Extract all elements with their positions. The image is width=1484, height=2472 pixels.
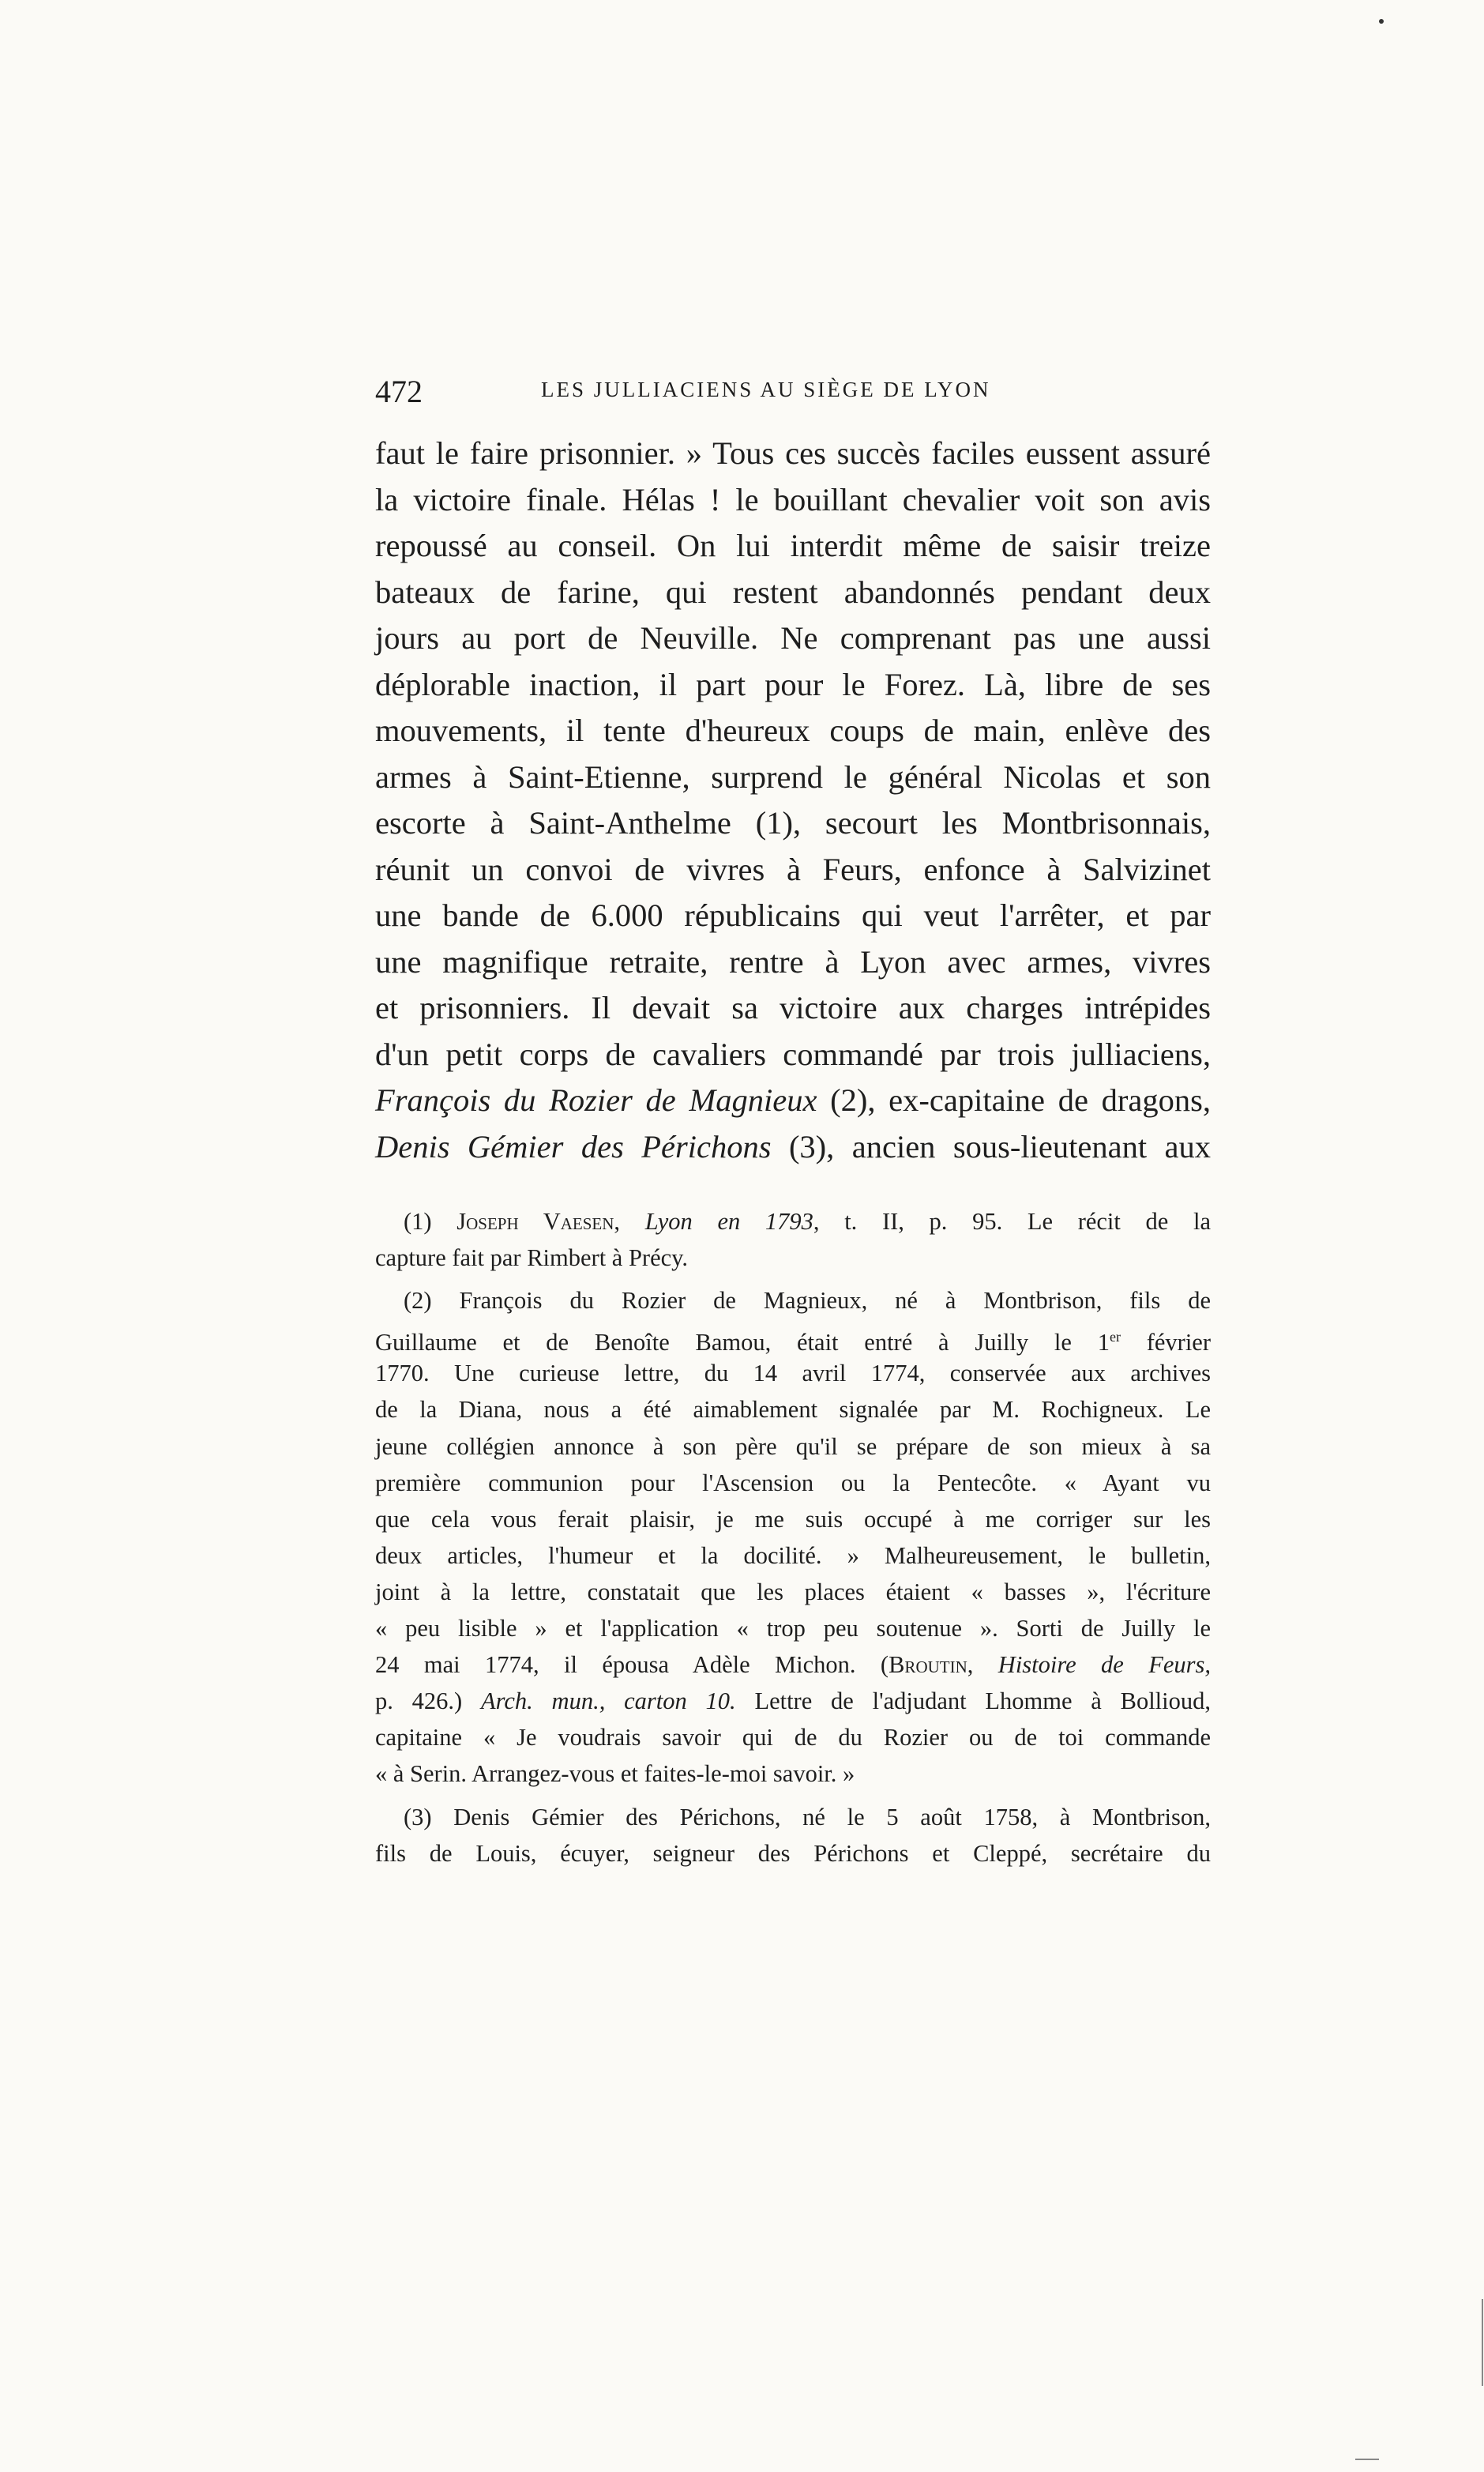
text-line: bateaux de farine, qui restent abandonnés pendant deux [375, 574, 1211, 610]
footnote-line: « peu lisible » et l'application « trop peu soutenue ». Sorti de Juilly le [375, 1615, 1211, 1642]
text-line: une bande de 6.000 républicains qui veut l'arrêter, et par [375, 897, 1211, 933]
text-segment: février [1120, 1329, 1211, 1356]
person-name: Denis Gémier des Périchons [375, 1128, 772, 1165]
footnote-line: capitaine « Je voudrais savoir qui de du Rozier ou de toi commande [375, 1724, 1211, 1751]
footnote-line [375, 1683, 1211, 1719]
scan-speck [1482, 2299, 1483, 2386]
main-text [375, 431, 1211, 1170]
text-segment: (2), ex-capitaine de dragons, [817, 1082, 1211, 1118]
text-line: déplorable inaction, il part pour le Forez. Là, libre de ses [375, 666, 1211, 702]
text-line [375, 1124, 1211, 1171]
text-segment: (3), ancien sous-lieutenant aux [771, 1128, 1211, 1165]
footnote-line [375, 1203, 1211, 1240]
text-line: repoussé au conseil. On lui interdit même de saisir treize [375, 528, 1211, 563]
footnote-line [375, 1646, 1211, 1683]
footnote-line: joint à la lettre, constatait que les places étaient « basses », l'écriture [375, 1578, 1211, 1605]
footnote-2 [375, 1282, 1211, 1792]
superscript: er [1109, 1329, 1121, 1345]
text-line: une magnifique retraite, rentre à Lyon avec armes, vivres [375, 943, 1211, 980]
footnote-line: deux articles, l'humeur et la docilité. » Malheureusement, le bulletin, [375, 1541, 1211, 1569]
book-title: Lyon en 1793 [644, 1208, 813, 1235]
text-segment: 24 mai 1774, il épousa Adèle Michon. ( [375, 1651, 889, 1679]
footnote-line: jeune collégien annonce à son père qu'il se prépare de son mieux à sa [375, 1432, 1211, 1460]
footnote-line: (3) Denis Gémier des Périchons, né le 5 août 1758, à Montbrison, [404, 1803, 1211, 1830]
text-line: la victoire finale. Hélas ! le bouillant chevalier voit son avis [375, 481, 1211, 517]
footnote-marker: (1) [404, 1208, 457, 1235]
text-segment: , [967, 1651, 998, 1679]
footnote-line: (2) François du Rozier de Magnieux, né à Montbrison, fils de [404, 1287, 1211, 1315]
footnote-line: que cela vous ferait plaisir, je me suis occupé à me corriger sur les [375, 1505, 1211, 1533]
text-line: et prisonniers. Il devait sa victoire aux charges intrépides [375, 990, 1211, 1025]
footnote-1 [375, 1203, 1211, 1276]
person-name: François du Rozier de Magnieux [375, 1082, 817, 1118]
text-line: jours au port de Neuville. Ne comprenant pas une aussi [375, 620, 1211, 656]
footnote-line: de la Diana, nous a été aimablement signalée par M. Rochigneux. Le [375, 1396, 1211, 1424]
footnotes [375, 1203, 1211, 1872]
text-line: mouvements, il tente d'heureux coups de main, enlève des [375, 713, 1211, 748]
author-name: Broutin [889, 1651, 967, 1679]
footnote-line: capture fait par Rimbert à Précy. [375, 1244, 689, 1272]
running-title: LES JULLIACIENS AU SIÈGE DE LYON [541, 378, 991, 401]
text-segment: Guillaume et de Benoîte Bamou, était entré à Juilly le 1 [375, 1329, 1110, 1356]
text-segment: , t. II, p. 95. Le récit de la [813, 1208, 1211, 1235]
text-line: armes à Saint-Etienne, surprend le général Nicolas et son [375, 758, 1211, 795]
footnote-line: « à Serin. Arrangez-vous et faites-le-moi savoir. » [375, 1760, 855, 1788]
footnote-line: 1770. Une curieuse lettre, du 14 avril 1774, conservée aux archives [375, 1360, 1211, 1387]
text-segment: p. 426.) [375, 1688, 481, 1715]
page-number: 472 [375, 374, 423, 409]
text-line: d'un petit corps de cavaliers commandé par trois julliaciens, [375, 1036, 1211, 1072]
running-header [375, 373, 1054, 412]
footnote-3 [375, 1799, 1211, 1872]
text-segment: Lettre de l'adjudant Lhomme à Bollioud, [735, 1688, 1211, 1715]
footnote-line [375, 1319, 1211, 1355]
text-line: réunit un convoi de vivres à Feurs, enfonce à Salvizinet [375, 851, 1211, 887]
text-line [375, 1078, 1211, 1124]
text-segment: , [614, 1208, 645, 1235]
archive-source: Arch. mun., carton 10. [480, 1688, 736, 1715]
text-line: faut le faire prisonnier. » Tous ces succès faciles eussent assuré [375, 435, 1211, 471]
scan-speck [1379, 19, 1384, 24]
text-line: escorte à Saint-Anthelme (1), secourt les Montbrisonnais, [375, 805, 1211, 841]
book-title: Histoire de Feurs, [997, 1651, 1212, 1679]
footnote-line: première communion pour l'Ascension ou la Pentecôte. « Ayant vu [375, 1469, 1211, 1496]
footnote-line: fils de Louis, écuyer, seigneur des Périchons et Cleppé, secrétaire du [375, 1839, 1211, 1867]
author-name: Joseph Vaesen [456, 1208, 614, 1235]
scan-speck [1355, 2459, 1379, 2460]
